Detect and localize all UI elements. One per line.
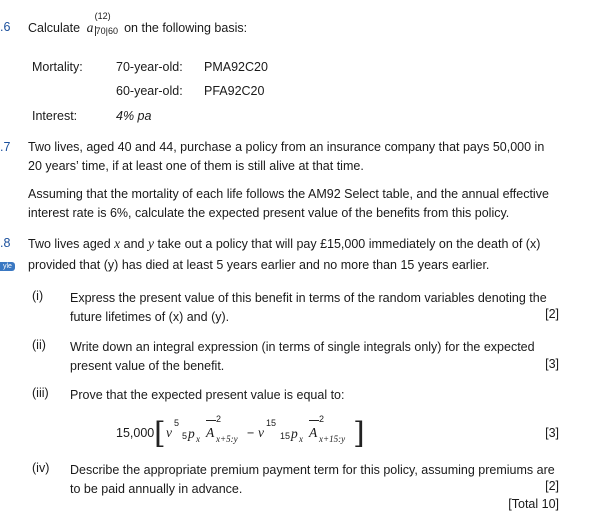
sub-x: x (299, 434, 303, 444)
formula-coefficient: 15,000 (116, 426, 155, 440)
prefix-sub: 15 (280, 431, 291, 441)
text-line: Express the present value of this benefit in terms of the random variables denoting the (70, 291, 547, 305)
part-ii-text (70, 338, 560, 375)
age60-label: 60-year-old: (116, 84, 183, 98)
q16-intro-pre: Calculate (28, 21, 81, 35)
var-v: v (258, 425, 264, 440)
text-span: has died at least 5 years earlier and no more than 15 years earlier. (121, 258, 490, 272)
question-number: .6 (0, 20, 11, 34)
q17-paragraph-1 (28, 138, 558, 176)
var-x-paren: (x) (168, 309, 184, 324)
part-label: (i) (32, 289, 44, 303)
right-bracket: ] (353, 416, 365, 451)
overbar (206, 420, 216, 421)
annuity-sub: 70|60 (95, 26, 118, 36)
sub-x: x (196, 434, 200, 444)
var-y: y (148, 236, 154, 251)
q16-intro-post: on the following basis: (124, 21, 248, 35)
exponent: 5 (174, 418, 180, 428)
text-span: and (123, 237, 145, 251)
annuity-a: a (86, 20, 94, 35)
marks: [2] (545, 307, 559, 321)
text-span: and (186, 309, 208, 324)
text-span: provided that (28, 258, 101, 272)
question-number: .7 (0, 140, 11, 154)
text-line: Assuming that the mortality of each life follows the AM92 Select table, and the annual effective (28, 187, 549, 201)
age70-label: 70-year-old: (116, 60, 183, 74)
table60-value: PFA92C20 (204, 84, 265, 98)
part-i-text (70, 289, 560, 326)
overbar (309, 420, 319, 421)
text-line (70, 308, 560, 327)
text-span: Two lives aged (28, 237, 111, 251)
question-number: .8 (0, 236, 11, 250)
q18-intro (28, 234, 558, 275)
part-iii-text: Prove that the expected present value is equal to: (70, 388, 345, 402)
text-span: take out a policy that will pay £15,000 immediately on the death of (157, 237, 523, 251)
marks: [3] (545, 357, 559, 371)
marks: [2] (545, 479, 559, 493)
var-p: p (188, 426, 195, 441)
annuity-sup: (12) (94, 11, 111, 21)
marks: [3] (545, 426, 559, 440)
text-line: 20 years’ time, if at least one of them is still alive at that time. (28, 159, 364, 173)
mortality-label: Mortality: (32, 60, 83, 74)
var-x-paren: (x) (525, 237, 541, 251)
prefix-sub: 5 (182, 431, 188, 441)
part-label: (iv) (32, 461, 50, 475)
A-sub: x+5:y (216, 434, 238, 444)
annuity-symbol (86, 11, 121, 36)
text-line: interest rate is 6%, calculate the expected present value of the benefits from this policy. (28, 206, 510, 220)
part-label: (iii) (32, 386, 49, 400)
style-tag: yle (0, 262, 15, 271)
text-span: . (225, 309, 230, 324)
text-line (28, 234, 558, 254)
table70-value: PMA92C20 (204, 60, 268, 74)
text-span: future lifetimes of (70, 309, 166, 324)
q17-paragraph-2 (28, 185, 558, 223)
total-marks: [Total 10] (508, 497, 559, 511)
var-y-paren: (y) (211, 309, 226, 324)
var-v: v (166, 425, 172, 440)
part-label: (ii) (32, 338, 46, 352)
interest-label: Interest: (32, 109, 78, 123)
A-sub: x+15:y (319, 434, 346, 444)
exponent: 15 (266, 418, 277, 428)
minus-sign: − (247, 426, 255, 440)
text-line: Describe the appropriate premium payment term for this policy, assuming premiums are (70, 463, 555, 477)
interest-value: 4% pa (116, 109, 152, 123)
text-line: Two lives, aged 40 and 44, purchase a policy from an insurance company that pays 50,000 in (28, 140, 545, 154)
A-sup: 2 (319, 414, 325, 424)
var-A: A (206, 425, 215, 440)
text-line: to be paid annually in advance. (70, 481, 243, 496)
left-bracket: [ (154, 416, 166, 451)
var-A: A (309, 425, 318, 440)
q16-intro (28, 11, 248, 36)
part-iv-text (70, 461, 560, 498)
text-line (28, 256, 558, 275)
var-x: x (114, 236, 121, 251)
text-line: Write down an integral expression (in terms of single integrals only) for the expected (70, 340, 535, 354)
var-p: p (291, 426, 298, 441)
var-y-paren: (y) (103, 258, 119, 272)
A-sup: 2 (216, 414, 222, 424)
text-line: present value of the benefit. (70, 358, 225, 373)
